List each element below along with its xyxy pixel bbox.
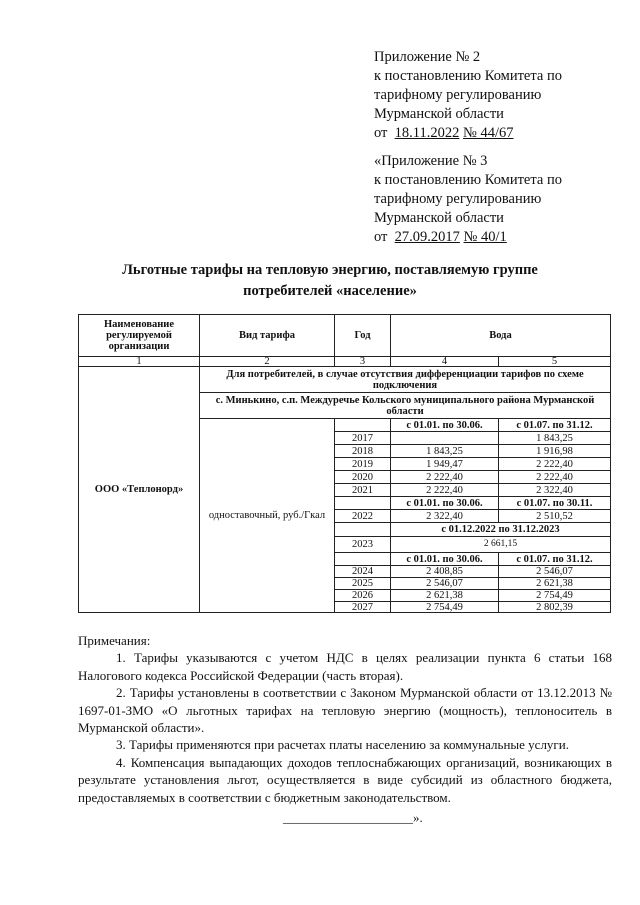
note-item-3: 3. Тарифы применяются при расчетах платы населению за коммунальные услуги.	[116, 737, 569, 753]
col-number-4: 4	[390, 356, 499, 367]
period-h1-header: с 01.01. по 30.06.	[390, 496, 499, 510]
value-h2-2027: 2 802,39	[498, 601, 611, 613]
header-water: Вода	[390, 314, 611, 357]
appendix-2-line1: Приложение № 2	[374, 49, 481, 65]
appendix-2-date-prefix: от	[374, 125, 388, 141]
appendix-2-line4: Мурманской области	[374, 106, 504, 122]
year-cell-2024: 2024	[334, 565, 391, 578]
period-h1-header: с 01.01. по 30.06.	[390, 418, 499, 432]
closing-line: ____________________».	[283, 810, 423, 825]
value-h1-2021: 2 222,40	[390, 483, 499, 497]
value-h2-2017: 1 843,25	[498, 431, 611, 445]
organization-name: ООО «Теплонорд»	[78, 366, 200, 613]
tariff-type: одноставочный, руб./Гкал	[199, 418, 335, 613]
value-h1-2017	[390, 431, 499, 445]
appendix-2-line2: к постановлению Комитета по	[374, 68, 562, 84]
year-cell-2018: 2018	[334, 444, 391, 458]
year-blank-10	[334, 552, 391, 566]
appendix-3-date-prefix: от	[374, 229, 388, 245]
appendix-3-block	[374, 152, 562, 247]
value-h2-2022: 2 510,52	[498, 509, 611, 523]
year-blank-6	[334, 496, 391, 510]
appendix-3-line2: к постановлению Комитета по	[374, 172, 562, 188]
year-cell-2020: 2020	[334, 470, 391, 484]
year-blank-0	[334, 418, 391, 432]
appendix-2-number: № 44/67	[463, 125, 514, 141]
header-organization: Наименование регулируемой организации	[78, 314, 200, 357]
appendix-2-line3: тарифному регулированию	[374, 87, 542, 103]
year-cell-2019: 2019	[334, 457, 391, 471]
col-number-5: 5	[498, 356, 611, 367]
title-line2: потребителей «население»	[243, 283, 417, 299]
period-h1-header: с 01.01. по 30.06.	[390, 552, 499, 566]
header-tariff-type: Вид тарифа	[199, 314, 335, 357]
value-h2-2025: 2 621,38	[498, 577, 611, 590]
appendix-3-line1: «Приложение № 3	[374, 153, 488, 169]
value-h1-2022: 2 322,40	[390, 509, 499, 523]
appendix-2-date: 18.11.2022	[394, 125, 460, 141]
value-h2-2020: 2 222,40	[498, 470, 611, 484]
value-h2-2024: 2 546,07	[498, 565, 611, 578]
col-number-2: 2	[199, 356, 335, 367]
year-cell-2017: 2017	[334, 431, 391, 445]
value-h2-2018: 1 916,98	[498, 444, 611, 458]
year-cell-2022: 2022	[334, 509, 391, 523]
notes-heading: Примечания:	[78, 633, 151, 648]
title-line1: Льготные тарифы на тепловую энергию, поставляемую группе	[122, 262, 538, 278]
period-h2-header: с 01.07. по 31.12.	[498, 418, 611, 432]
value-h2-2019: 2 222,40	[498, 457, 611, 471]
appendix-3-date-line	[374, 228, 562, 247]
value-h2-2026: 2 754,49	[498, 589, 611, 602]
period-h2-header: с 01.07. по 31.12.	[498, 552, 611, 566]
value-h1-2027: 2 754,49	[390, 601, 499, 613]
appendix-3-number: № 40/1	[463, 229, 507, 245]
header-year: Год	[334, 314, 391, 357]
value-h2-2021: 2 322,40	[498, 483, 611, 497]
year-cell-2023: 2023	[334, 536, 391, 553]
col-number-1: 1	[78, 356, 200, 367]
period-h2-header: с 01.07. по 30.11.	[498, 496, 611, 510]
value-h1-2020: 2 222,40	[390, 470, 499, 484]
appendix-3-date: 27.09.2017	[394, 229, 460, 245]
note-item-1: 1. Тарифы указываются с учетом НДС в целях реализации пункта 6 статьи 168 Налогового кодекса Российской Федерации (часть вторая).	[78, 650, 612, 683]
year-cell-2027: 2027	[334, 601, 391, 613]
year-cell-2021: 2021	[334, 483, 391, 497]
value-h1-2025: 2 546,07	[390, 577, 499, 590]
value-2023: 2 661,15	[390, 536, 611, 553]
document-title	[60, 260, 600, 302]
appendix-3-line3: тарифному регулированию	[374, 191, 542, 207]
appendix-2-block	[374, 48, 562, 143]
note-item-2: 2. Тарифы установлены в соответствии с Законом Мурманской области от 13.12.2013 № 1697-01-ЗМО «О льготных тарифах на тепловую энергию (мощность), теплоноситель в Мурманской области».	[78, 685, 612, 736]
year-cell-2026: 2026	[334, 589, 391, 602]
period-2023-header: с 01.12.2022 по 31.12.2023	[390, 522, 611, 537]
note-item-4: 4. Компенсация выпадающих доходов теплоснабжающих организаций, возникающих в результате установления льгот, осуществляется в виде субсидий из областного бюджета, предоставляемых в соответствии с бюджетным законодательством.	[78, 754, 612, 805]
value-h1-2018: 1 843,25	[390, 444, 499, 458]
col-number-3: 3	[334, 356, 391, 367]
year-blank-8	[334, 522, 391, 537]
year-cell-2025: 2025	[334, 577, 391, 590]
appendix-3-line4: Мурманской области	[374, 210, 504, 226]
value-h1-2019: 1 949,47	[390, 457, 499, 471]
value-h1-2026: 2 621,38	[390, 589, 499, 602]
value-h1-2024: 2 408,85	[390, 565, 499, 578]
appendix-2-date-line	[374, 124, 562, 143]
notes-section	[78, 632, 612, 806]
consumers-note: Для потребителей, в случае отсутствия дифференциации тарифов по схеме подключения	[199, 366, 611, 393]
location-row: с. Минькино, с.п. Междуречье Кольского муниципального района Мурманской области	[199, 392, 611, 419]
